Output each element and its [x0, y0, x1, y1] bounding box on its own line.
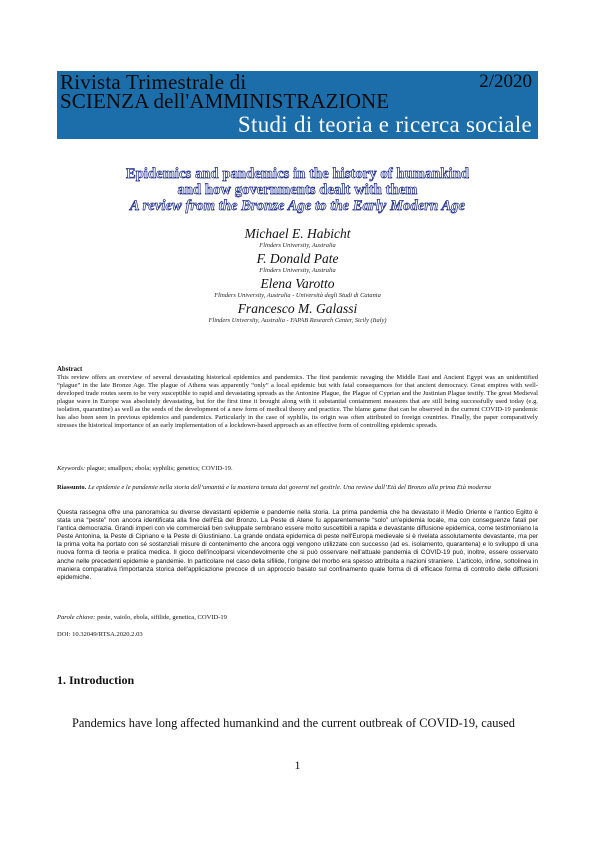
riassunto: [57, 484, 538, 492]
article-title: [57, 166, 538, 214]
author-affiliation: Flinders University, Australia - Università degli Studi di Catania: [214, 292, 381, 299]
abstract-heading: Abstract: [57, 366, 83, 373]
journal-name-line1: Rivista Trimestrale di: [60, 70, 247, 94]
intro-first-line: Pandemics have long affected humankind and the current outbreak of COVID-19, caused: [72, 716, 515, 730]
riassunto-title: Le epidemie e le pandemie nella storia dell’umanità e la maniera tenuta dai governi nel gestirle. Una review dall’Età del Bronzo alla prima Età moderna: [87, 484, 491, 491]
author-entry: [57, 251, 538, 275]
author-name: Francesco M. Galassi: [237, 301, 358, 316]
title-line-2: and how governments dealt with them: [177, 182, 418, 198]
keywords-text: plague; smallpox; ebola; syphilis; genetics; COVID-19.: [86, 465, 233, 472]
author-affiliation: Flinders University, Australia: [259, 267, 336, 274]
journal-subtitle: Studi di teoria e ricerca sociale: [237, 112, 532, 137]
journal-name-line2: SCIENZA dell'AMMINISTRAZIONE: [60, 89, 390, 113]
author-name: Elena Varotto: [260, 276, 335, 291]
journal-banner: [57, 71, 538, 139]
author-list: [57, 226, 538, 326]
title-line-3: A review from the Bronze Age to the Early Modern Age: [129, 198, 466, 214]
riassunto-label: Riassunto.: [57, 484, 87, 491]
title-line-1: Epidemics and pandemics in the history of humankind: [125, 166, 470, 182]
author-name: F. Donald Pate: [256, 251, 339, 266]
keywords: [57, 465, 538, 473]
author-entry: [57, 301, 538, 325]
author-entry: [57, 226, 538, 250]
author-affiliation: Flinders University, Australia: [259, 242, 336, 249]
parole-chiave-label: Parole chiave:: [57, 614, 96, 621]
author-name: Michael E. Habicht: [244, 226, 351, 241]
section-heading: 1. Introduction: [57, 673, 135, 687]
doi: DOI: 10.32049/RTSA.2020.2.03: [57, 631, 143, 638]
abstract: [57, 366, 538, 430]
page-number: 1: [294, 758, 301, 772]
keywords-label: Keywords:: [57, 465, 86, 472]
journal-issue: 2/2020: [479, 71, 532, 92]
abstract-text: This review offers an overview of several devastating historical epidemics and pandemics. The first pandemic ravaging the Middle East and Ancient Egypt was an unidentified “plague” in the late Bronze Age. The plague of Athens was apparently “only” a local epidemic but with fatal consequences for that ancient democracy. Great empires with well-developed trade routes seem to be very susceptible to rapid and devastating spreads as the Antonine Plague, the Plague of Cyprian and the Justinian Plague testify. The great Medieval plague wave in Europe was absolutely devastating, but for the first time it brought along with it substantial containment measures that are still being successfully used today (e.g. isolation, quarantine) as well as the seeds of the development of a new form of medical theory and practice. The blame game that can be observed in the current COVID-19 pandemic has also been seen in previous epidemics and pandemics. Particularly in the case of syphilis, its origin was often attributed to foreign countries. Finally, the paper comparatively stresses the historical importance of an early implementation of a lockdown-based approach as an effective form of controlling epidemic spreads.: [57, 374, 538, 430]
riassunto-text: Questa rassegna offre una panoramica su diverse devastanti epidemie e pandemie nella storia. La prima pandemia che ha devastato il Medio Oriente e l'antico Egitto è stata una “peste” non ancora identificata alla fine dell'Età del Bronzo. La Peste di Atene fu apparentemente “solo” un'epidemia locale, ma con conseguenze fatali per l'antica democrazia. Grandi imperi con vie commerciali ben sviluppate sembrano essere molto suscettibili a rapida e devastante diffusione epidemica, come testimoniano la Peste Antonina, la Peste di Cipriano e la Peste di Giustiniano. La grande ondata epidemica di peste nell'Europa medievale si è rivelata assolutamente devastante, ma per la prima volta ha portato con sé sostanziali misure di contenimento che ancora oggi vengono utilizzate con successo (ad es. isolamento, quarantena) e lo sviluppo di una nuova forma di teoria e pratica medica. Il gioco dell'incolparsi vicendevolmente che si può osservare nell'attuale pandemia di COVID-19 può, inoltre, essere osservato anche nelle precedenti epidemie e pandemie. In particolare nel caso della sifilide, l'origine del morbo era spesso attribuita a nazioni straniere. L'articolo, infine, sottolinea in maniera comparativa l'importanza storica dell'applicazione precoce di un approccio basato sul confinamento quale forma di di efficace forma di controllo delle diffusioni epidemiche.: [57, 509, 538, 581]
author-affiliation: Flinders University, Australia - FAPAB Research Center, Sicily (Italy): [208, 317, 387, 324]
parole-chiave-text: peste, vaiolo, ebola, sifilide, genetica, COVID-19: [97, 614, 227, 621]
author-entry: [57, 276, 538, 300]
parole-chiave: [57, 614, 538, 622]
